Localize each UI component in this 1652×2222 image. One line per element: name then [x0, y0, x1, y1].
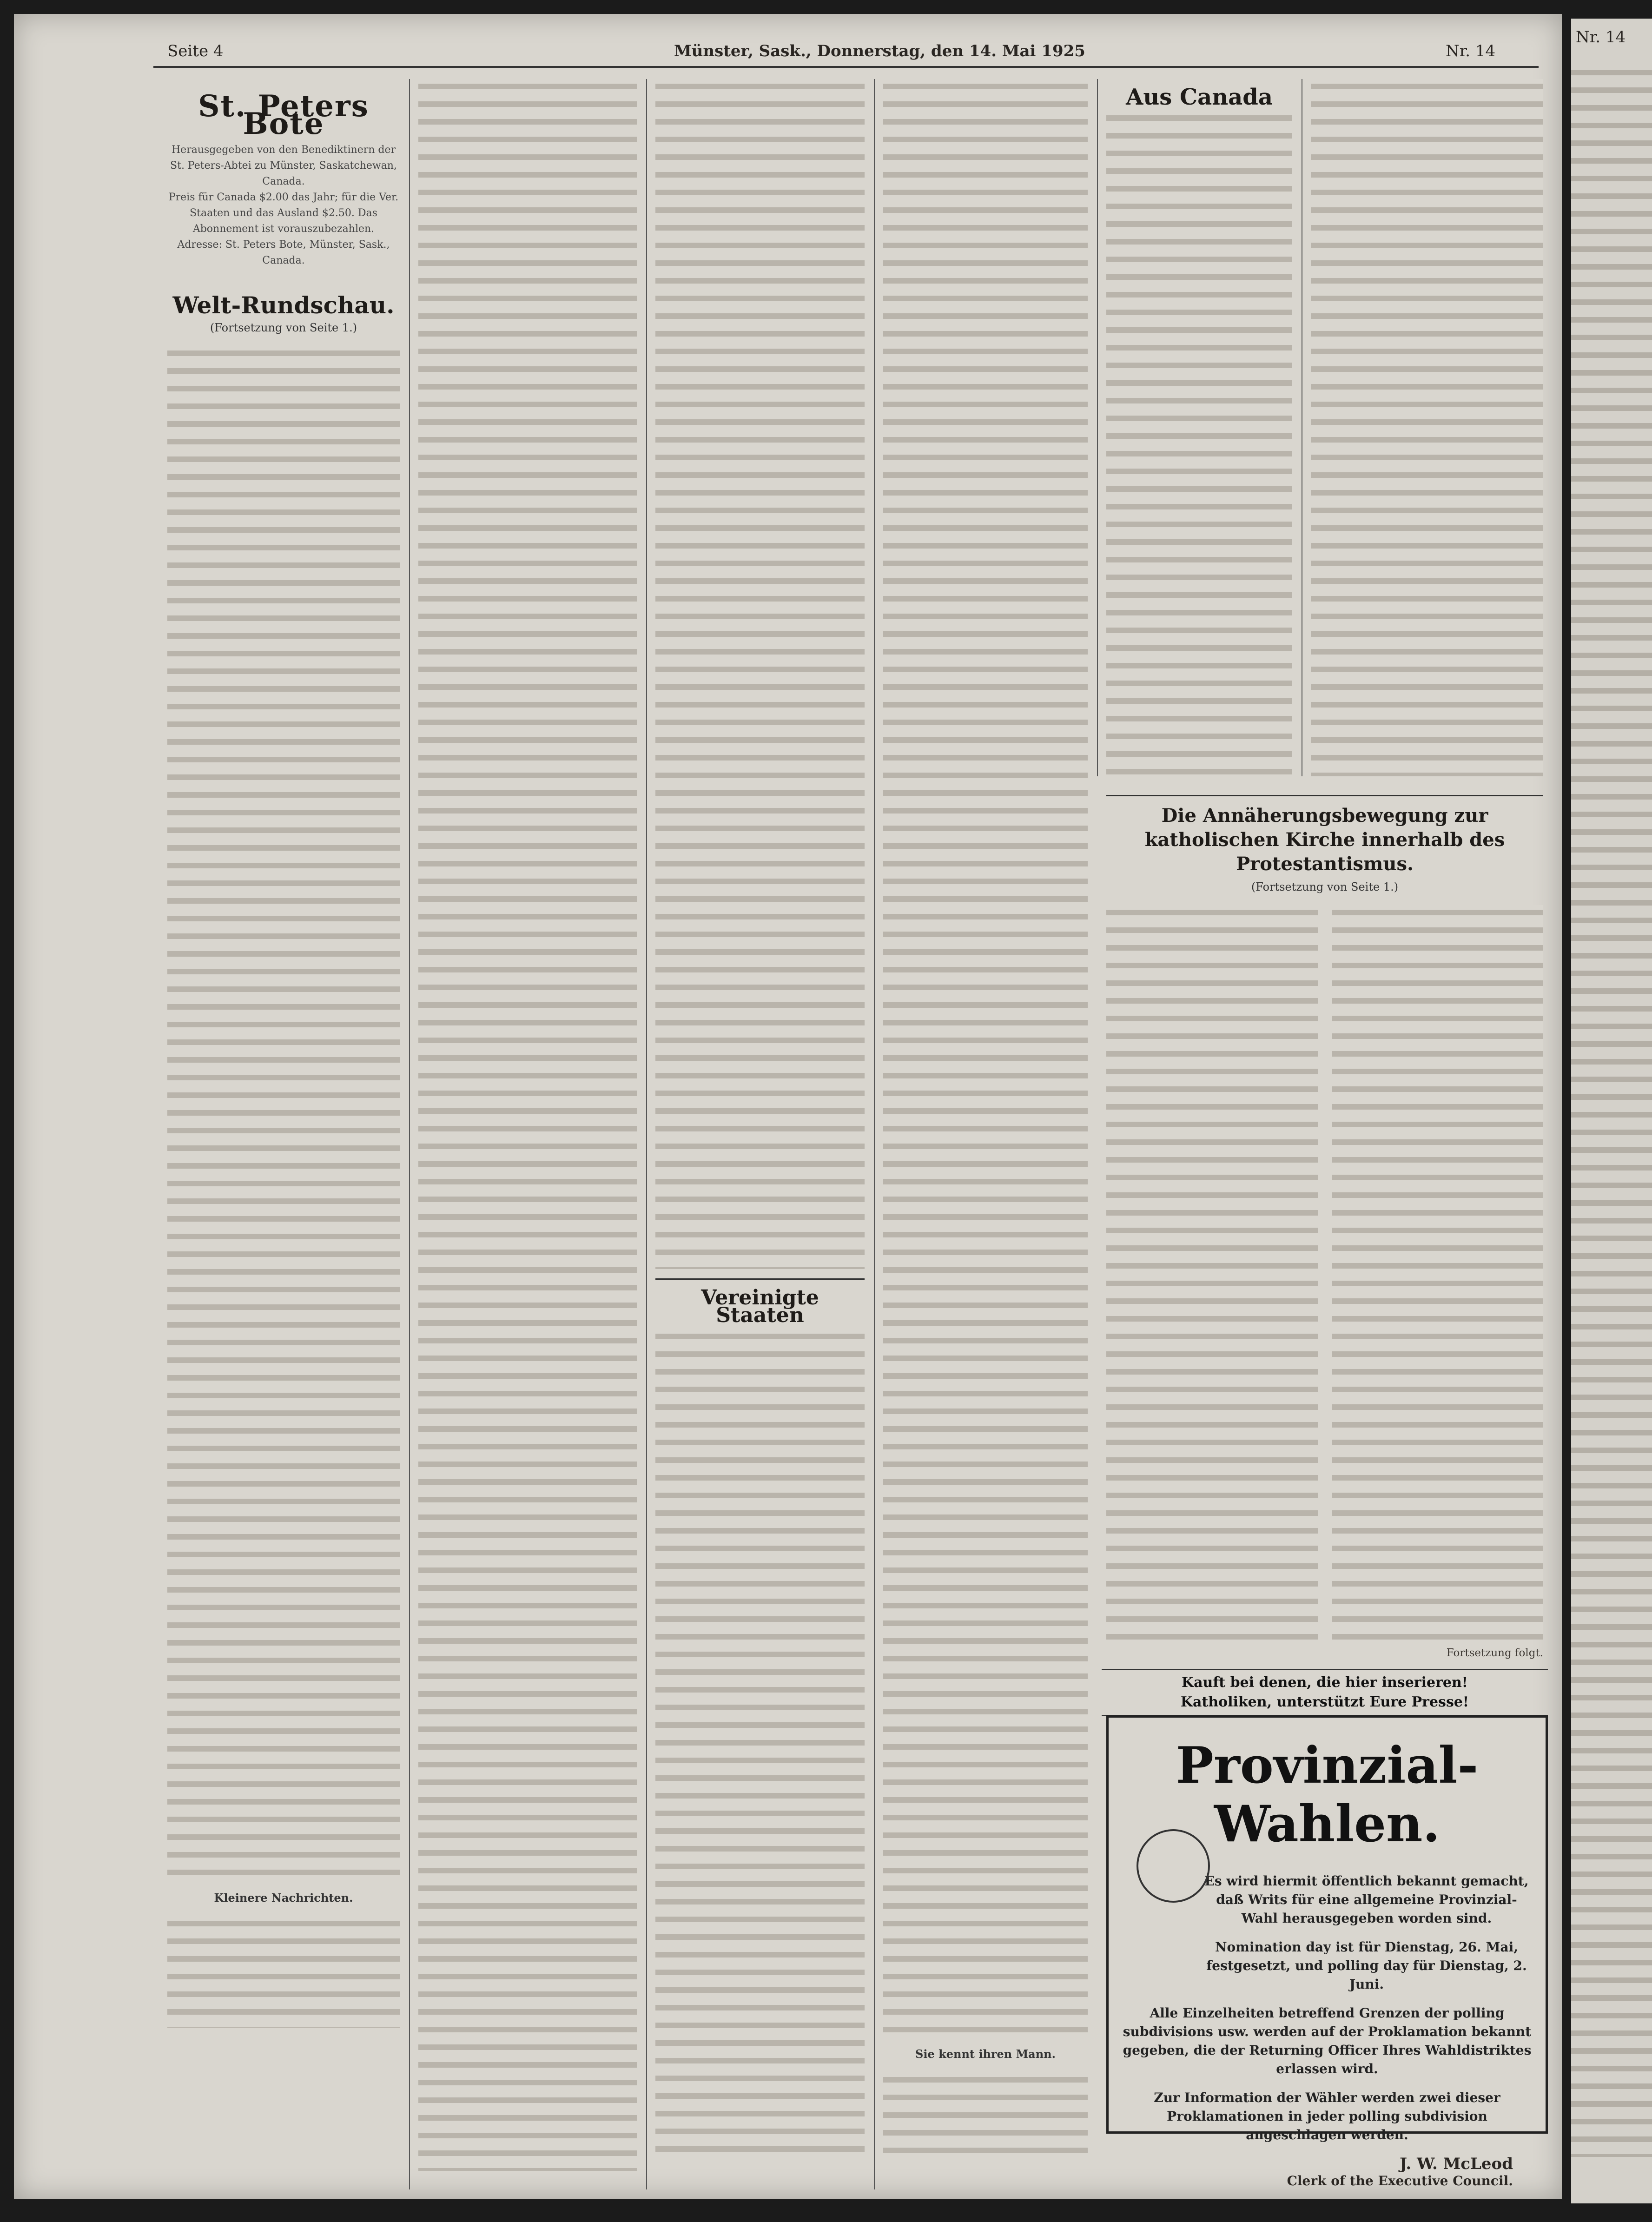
annaeherung-columns — [1106, 905, 1543, 1640]
vereinigte-heading: Vereinigte Staaten — [701, 1286, 819, 1327]
adjacent-page-body — [1571, 65, 1652, 2157]
ad-strip-line-1: Kauft bei denen, die hier inserieren! — [1182, 1674, 1468, 1691]
mann-body — [883, 2072, 1088, 2165]
adjacent-page — [1571, 19, 1652, 2203]
rule-vereinigte — [655, 1278, 865, 1280]
annaeherung-col-b — [1332, 905, 1543, 1640]
aus-canada-body — [1106, 111, 1292, 785]
ad-strip — [1102, 1669, 1548, 1716]
newspaper-page — [14, 14, 1562, 2199]
provinzial-p2: Nomination day ist für Dienstag, 26. Mai, festgesetzt, und polling day für Dienstag, 2. Juni. — [1206, 1939, 1527, 1992]
fortsetzung-folgt: Fortsetzung folgt. — [1446, 1647, 1543, 1659]
vereinigte-body — [655, 1329, 865, 2156]
sie-kennt-ihren-mann: Sie kennt ihren Mann. — [915, 2047, 1056, 2061]
annaeherung-sub: (Fortsetzung von Seite 1.) — [1251, 880, 1399, 893]
kleinere-body — [167, 1916, 400, 2028]
column-5 — [1106, 79, 1292, 785]
column-2-body — [418, 79, 637, 2171]
column-1 — [167, 79, 400, 2028]
provinzial-signer-title: Clerk of the Executive Council. — [1287, 2173, 1513, 2189]
aus-canada-heading: Aus Canada — [1126, 84, 1273, 110]
adjacent-page-number: Nr. 14 — [1576, 28, 1626, 46]
masthead-line-1: Herausgegeben von den Benediktinern der St. Peters-Abtei zu Münster, Saskatchewan, Canada. — [170, 144, 397, 187]
column-rule-4 — [1097, 79, 1098, 776]
column-4-body — [883, 79, 1088, 2041]
column-4 — [883, 79, 1088, 2165]
provinzial-signer: J. W. McLeod — [1399, 2155, 1513, 2173]
annaeherung-col-a — [1106, 905, 1318, 1640]
column-rule-3 — [874, 79, 875, 2189]
masthead-address: Adresse: St. Peters Bote, Münster, Sask., Canada. — [177, 239, 390, 266]
rule-annaeherung — [1106, 795, 1543, 796]
column-6 — [1311, 79, 1543, 776]
page-number-left: Seite 4 — [167, 42, 224, 60]
column-6-body — [1311, 79, 1543, 776]
provinzial-p4: Zur Information der Wähler werden zwei dieser Proklamationen in jeder polling subdivision angeschlagen werden. — [1154, 2090, 1500, 2143]
column-rule-2 — [646, 79, 647, 2189]
province-seal-icon — [1137, 1829, 1210, 1903]
provinzial-p3: Alle Einzelheiten betreffend Grenzen der polling subdivisions usw. werden auf der Proklamation bekannt gegeben, die der Returning Officer Ihres Wahldistriktes erlassen wird. — [1123, 2005, 1532, 2077]
header-rule — [153, 66, 1539, 68]
kleinere-nachrichten: Kleinere Nachrichten. — [214, 1891, 353, 1905]
welt-heading: Welt-Rundschau. — [172, 291, 395, 319]
provinzial-heading: Provinzial-Wahlen. — [1176, 1736, 1479, 1853]
provinzial-p1: Es wird hiermit öffentlich bekannt gemacht, daß Writs für eine allgemeine Provinzial-Wahl herausgegeben worden sind. — [1204, 1873, 1529, 1926]
column-3-body-top — [655, 79, 865, 1269]
page-number-right: Nr. 14 — [1446, 42, 1496, 60]
welt-body — [167, 346, 400, 1880]
column-2 — [418, 79, 637, 2171]
provinzial-wahlen-ad — [1106, 1715, 1548, 2189]
masthead-title: St. Peters Bote — [198, 89, 369, 141]
masthead-line-2: Preis für Canada $2.00 das Jahr; für die Ver. Staaten und das Ausland $2.50. Das Abonnement ist vorauszubezahlen. — [168, 192, 399, 235]
annaeherung-article — [1106, 795, 1543, 1662]
welt-sub: (Fortsetzung von Seite 1.) — [210, 321, 357, 334]
column-rule-1 — [409, 79, 410, 2189]
ad-strip-line-2: Katholiken, unterstützt Eure Presse! — [1180, 1694, 1469, 1710]
dateline: Münster, Sask., Donnerstag, den 14. Mai 1925 — [674, 42, 1085, 60]
annaeherung-heading: Die Annäherungsbewegung zur katholischen Kirche innerhalb des Protestantismus. — [1144, 805, 1505, 875]
column-3 — [655, 79, 865, 2156]
